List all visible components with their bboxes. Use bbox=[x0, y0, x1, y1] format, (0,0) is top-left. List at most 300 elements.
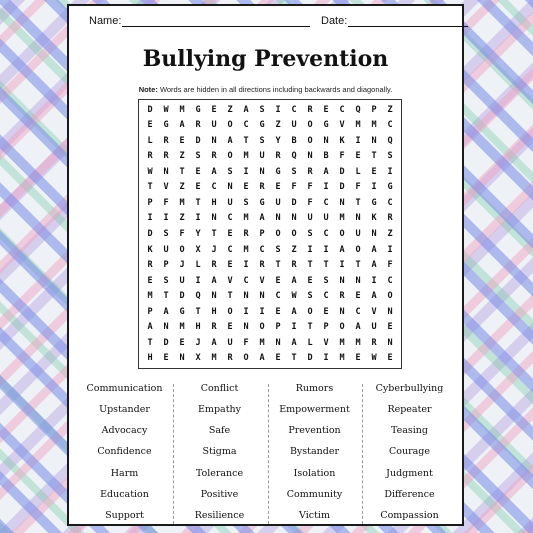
word-list-item: Prevention bbox=[288, 425, 341, 437]
grid-letter[interactable]: C bbox=[323, 228, 329, 239]
grid-letter[interactable]: S bbox=[275, 244, 281, 255]
grid-letter[interactable]: O bbox=[339, 322, 345, 333]
grid-letter[interactable]: F bbox=[243, 337, 249, 348]
grid-letter[interactable]: E bbox=[355, 353, 361, 364]
grid-letter[interactable]: R bbox=[163, 151, 169, 162]
grid-letter[interactable]: A bbox=[211, 275, 217, 286]
grid-letter[interactable]: S bbox=[291, 166, 297, 177]
grid-letter[interactable]: C bbox=[259, 244, 265, 255]
grid-letter[interactable]: O bbox=[227, 151, 233, 162]
word-list bbox=[77, 378, 457, 526]
grid-letter[interactable]: N bbox=[211, 135, 217, 146]
grid-letter[interactable]: I bbox=[259, 306, 265, 317]
note-text: Words are hidden in all directions including backwards and diagonally. bbox=[157, 85, 393, 94]
grid-letter[interactable]: O bbox=[227, 306, 233, 317]
grid-letter[interactable]: G bbox=[259, 197, 265, 208]
grid-letter[interactable]: M bbox=[147, 291, 153, 302]
grid-letter[interactable]: A bbox=[291, 306, 297, 317]
grid-letter[interactable]: L bbox=[147, 135, 153, 146]
grid-letter[interactable]: R bbox=[227, 353, 233, 364]
grid-letter[interactable]: E bbox=[227, 228, 233, 239]
word-list-item: Communication bbox=[86, 383, 163, 395]
grid-letter[interactable]: T bbox=[307, 322, 313, 333]
grid-letter[interactable]: R bbox=[211, 322, 217, 333]
grid-letter[interactable]: E bbox=[179, 337, 185, 348]
grid-letter[interactable]: O bbox=[259, 322, 265, 333]
grid-letter[interactable]: A bbox=[243, 104, 249, 115]
grid-letter[interactable]: R bbox=[371, 337, 377, 348]
grid-letter[interactable]: E bbox=[275, 275, 281, 286]
grid-letter[interactable]: U bbox=[163, 244, 169, 255]
grid-letter[interactable]: Z bbox=[387, 228, 393, 239]
grid-letter[interactable]: Z bbox=[387, 104, 393, 115]
grid-letter[interactable]: I bbox=[323, 353, 329, 364]
grid-letter[interactable]: H bbox=[195, 322, 201, 333]
grid-letter[interactable]: G bbox=[259, 120, 265, 131]
grid-letter[interactable]: R bbox=[243, 228, 249, 239]
grid-letter[interactable]: E bbox=[243, 182, 249, 193]
grid-letter[interactable]: R bbox=[291, 260, 297, 271]
grid-letter[interactable]: S bbox=[163, 228, 169, 239]
word-list-item: Cyberbullying bbox=[375, 383, 444, 395]
word-list-item: Upstander bbox=[99, 404, 150, 416]
grid-letter[interactable]: U bbox=[291, 120, 297, 131]
grid-letter[interactable]: M bbox=[179, 197, 185, 208]
grid-letter[interactable]: D bbox=[291, 197, 297, 208]
grid-letter[interactable]: O bbox=[307, 120, 313, 131]
grid-letter[interactable]: N bbox=[243, 291, 249, 302]
grid-letter[interactable]: C bbox=[211, 182, 217, 193]
grid-letter[interactable]: T bbox=[227, 291, 233, 302]
grid-letter[interactable]: U bbox=[307, 213, 313, 224]
grid-letter[interactable]: S bbox=[227, 166, 233, 177]
grid-letter[interactable]: O bbox=[179, 244, 185, 255]
grid-letter[interactable]: A bbox=[163, 306, 169, 317]
grid-letter[interactable]: T bbox=[291, 353, 297, 364]
grid-letter[interactable]: Q bbox=[355, 104, 361, 115]
grid-letter[interactable]: A bbox=[371, 260, 377, 271]
grid-letter[interactable]: S bbox=[307, 291, 313, 302]
grid-letter[interactable]: Z bbox=[227, 104, 233, 115]
grid-letter[interactable]: Z bbox=[275, 120, 281, 131]
grid-letter[interactable]: X bbox=[195, 244, 201, 255]
grid-letter[interactable]: C bbox=[323, 291, 329, 302]
grid-letter[interactable]: Q bbox=[291, 151, 297, 162]
grid-letter[interactable]: M bbox=[371, 120, 377, 131]
word-list-item: Judgment bbox=[386, 467, 433, 479]
grid-letter[interactable]: N bbox=[259, 166, 265, 177]
grid-letter[interactable]: I bbox=[243, 260, 249, 271]
grid-letter[interactable]: A bbox=[355, 322, 361, 333]
grid-letter[interactable]: E bbox=[275, 182, 281, 193]
grid-letter[interactable]: N bbox=[323, 135, 329, 146]
grid-letter[interactable]: E bbox=[323, 306, 329, 317]
grid-letter[interactable]: N bbox=[387, 306, 393, 317]
grid-letter[interactable]: S bbox=[163, 275, 169, 286]
grid-letter[interactable]: U bbox=[227, 197, 233, 208]
word-list-item: Victim bbox=[299, 509, 330, 521]
grid-letter[interactable]: A bbox=[339, 244, 345, 255]
grid-letter[interactable]: G bbox=[387, 182, 393, 193]
grid-letter[interactable]: N bbox=[355, 275, 361, 286]
grid-letter[interactable]: O bbox=[339, 228, 345, 239]
grid-letter[interactable]: A bbox=[291, 337, 297, 348]
grid-letter[interactable]: E bbox=[275, 353, 281, 364]
grid-letter[interactable]: N bbox=[259, 291, 265, 302]
grid-letter[interactable]: H bbox=[211, 197, 217, 208]
grid-letter[interactable]: Z bbox=[179, 213, 185, 224]
grid-letter[interactable]: K bbox=[147, 244, 153, 255]
grid-letter[interactable]: C bbox=[227, 213, 233, 224]
grid-letter[interactable]: X bbox=[195, 353, 201, 364]
word-list-item: Harm bbox=[110, 467, 139, 479]
grid-letter[interactable]: C bbox=[291, 104, 297, 115]
grid-letter[interactable]: O bbox=[291, 228, 297, 239]
grid-letter[interactable]: I bbox=[163, 213, 169, 224]
grid-letter[interactable]: T bbox=[195, 197, 201, 208]
grid-letter[interactable]: E bbox=[227, 260, 233, 271]
note bbox=[69, 85, 462, 94]
grid-letter[interactable]: O bbox=[307, 306, 313, 317]
grid-letter[interactable]: V bbox=[227, 275, 233, 286]
grid-letter[interactable]: N bbox=[163, 166, 169, 177]
grid-letter[interactable]: S bbox=[307, 228, 313, 239]
grid-letter[interactable]: P bbox=[371, 104, 377, 115]
grid-letter[interactable]: M bbox=[179, 322, 185, 333]
word-list-item: Stigma bbox=[202, 446, 237, 458]
grid-letter[interactable]: G bbox=[323, 120, 329, 131]
grid-letter[interactable]: I bbox=[275, 104, 281, 115]
grid-letter[interactable]: N bbox=[339, 197, 345, 208]
grid-letter[interactable]: I bbox=[243, 306, 249, 317]
grid-letter[interactable]: L bbox=[355, 166, 361, 177]
grid-letter[interactable]: D bbox=[147, 104, 153, 115]
grid-letter[interactable]: S bbox=[243, 197, 249, 208]
grid-letter[interactable]: I bbox=[355, 135, 361, 146]
grid-letter[interactable]: C bbox=[275, 291, 281, 302]
grid-letter[interactable]: F bbox=[387, 260, 393, 271]
grid-letter[interactable]: T bbox=[307, 260, 313, 271]
grid-letter[interactable]: M bbox=[243, 213, 249, 224]
grid-letter[interactable]: N bbox=[307, 151, 313, 162]
grid-letter[interactable]: E bbox=[147, 120, 153, 131]
word-list-item: Repeater bbox=[387, 404, 432, 416]
grid-letter[interactable]: R bbox=[275, 151, 281, 162]
grid-letter[interactable]: Z bbox=[291, 244, 297, 255]
grid-letter[interactable]: I bbox=[307, 244, 313, 255]
grid-letter[interactable]: D bbox=[147, 228, 153, 239]
grid-letter[interactable]: J bbox=[211, 244, 217, 255]
grid-letter[interactable]: W bbox=[371, 353, 377, 364]
grid-letter[interactable]: E bbox=[355, 151, 361, 162]
word-list-item: Tolerance bbox=[195, 467, 244, 479]
grid-letter[interactable]: G bbox=[179, 306, 185, 317]
grid-letter[interactable]: C bbox=[227, 244, 233, 255]
grid-letter[interactable]: A bbox=[371, 244, 377, 255]
grid-letter[interactable]: P bbox=[259, 228, 265, 239]
grid-letter[interactable]: Y bbox=[275, 135, 281, 146]
grid-letter[interactable]: T bbox=[147, 337, 153, 348]
grid-letter[interactable]: D bbox=[179, 291, 185, 302]
grid-letter[interactable]: F bbox=[307, 197, 313, 208]
grid-letter[interactable]: M bbox=[179, 104, 185, 115]
grid-letter[interactable]: N bbox=[371, 135, 377, 146]
grid-letter[interactable]: U bbox=[259, 151, 265, 162]
grid-letter[interactable]: Z bbox=[179, 151, 185, 162]
grid-letter[interactable]: A bbox=[259, 353, 265, 364]
date-label: Date: bbox=[321, 15, 348, 27]
grid-letter[interactable]: V bbox=[259, 275, 265, 286]
grid-letter[interactable]: P bbox=[147, 197, 153, 208]
grid-letter[interactable]: I bbox=[387, 244, 393, 255]
grid-letter[interactable]: O bbox=[227, 120, 233, 131]
grid-letter[interactable]: F bbox=[179, 228, 185, 239]
grid-letter[interactable]: N bbox=[291, 213, 297, 224]
grid-letter[interactable]: U bbox=[211, 120, 217, 131]
grid-letter[interactable]: R bbox=[307, 104, 313, 115]
grid-letter[interactable]: Z bbox=[179, 182, 185, 193]
grid-letter[interactable]: N bbox=[211, 291, 217, 302]
grid-letter[interactable]: N bbox=[243, 322, 249, 333]
grid-letter[interactable]: C bbox=[387, 120, 393, 131]
grid-letter[interactable]: E bbox=[387, 322, 393, 333]
grid-letter[interactable]: T bbox=[147, 182, 153, 193]
grid-letter[interactable]: A bbox=[211, 166, 217, 177]
word-list-item: Isolation bbox=[293, 467, 336, 479]
grid-letter[interactable]: B bbox=[323, 151, 329, 162]
grid-letter[interactable]: U bbox=[371, 322, 377, 333]
grid-letter[interactable]: I bbox=[195, 213, 201, 224]
note-label: Note: bbox=[138, 85, 158, 94]
grid-letter[interactable]: U bbox=[355, 228, 361, 239]
grid-letter[interactable]: V bbox=[323, 337, 329, 348]
grid-letter[interactable]: P bbox=[323, 322, 329, 333]
grid-letter[interactable]: O bbox=[307, 135, 313, 146]
grid-letter[interactable]: L bbox=[307, 337, 313, 348]
grid-letter[interactable]: I bbox=[323, 182, 329, 193]
grid-letter[interactable]: P bbox=[275, 322, 281, 333]
grid-letter[interactable]: M bbox=[259, 337, 265, 348]
grid-letter[interactable]: K bbox=[371, 213, 377, 224]
grid-letter[interactable]: E bbox=[211, 104, 217, 115]
grid-letter[interactable]: G bbox=[195, 104, 201, 115]
grid-letter[interactable]: U bbox=[227, 337, 233, 348]
grid-letter[interactable]: E bbox=[179, 135, 185, 146]
grid-letter[interactable]: D bbox=[307, 353, 313, 364]
grid-letter[interactable]: V bbox=[339, 120, 345, 131]
grid-letter[interactable]: M bbox=[243, 244, 249, 255]
grid-letter[interactable]: I bbox=[371, 182, 377, 193]
grid-letter[interactable]: G bbox=[371, 197, 377, 208]
grid-letter[interactable]: D bbox=[339, 182, 345, 193]
grid-letter[interactable]: D bbox=[339, 166, 345, 177]
grid-letter[interactable]: W bbox=[291, 291, 297, 302]
grid-letter[interactable]: M bbox=[339, 353, 345, 364]
grid-letter[interactable]: E bbox=[195, 166, 201, 177]
name-line[interactable] bbox=[122, 15, 310, 27]
grid-letter[interactable]: R bbox=[147, 151, 153, 162]
grid-letter[interactable]: S bbox=[387, 151, 393, 162]
grid-letter[interactable]: U bbox=[275, 197, 281, 208]
grid-letter[interactable]: M bbox=[339, 213, 345, 224]
grid-letter[interactable]: G bbox=[163, 120, 169, 131]
grid-letter[interactable]: M bbox=[355, 337, 361, 348]
grid-letter[interactable]: I bbox=[195, 275, 201, 286]
grid-letter[interactable]: N bbox=[211, 213, 217, 224]
grid-letter[interactable]: S bbox=[259, 104, 265, 115]
grid-letter[interactable]: I bbox=[243, 166, 249, 177]
grid-letter[interactable]: C bbox=[387, 275, 393, 286]
grid-letter[interactable]: V bbox=[163, 182, 169, 193]
grid-letter[interactable]: R bbox=[307, 166, 313, 177]
grid-letter[interactable]: O bbox=[275, 228, 281, 239]
grid-letter[interactable]: T bbox=[163, 291, 169, 302]
grid-letter[interactable]: T bbox=[275, 260, 281, 271]
worksheet bbox=[67, 4, 464, 526]
grid-letter[interactable]: Q bbox=[387, 135, 393, 146]
grid-letter[interactable]: U bbox=[179, 275, 185, 286]
grid-letter[interactable]: A bbox=[227, 135, 233, 146]
grid-letter[interactable]: T bbox=[355, 260, 361, 271]
grid-letter[interactable]: I bbox=[147, 213, 153, 224]
word-list-item: Rumors bbox=[295, 383, 334, 395]
page-title: Bullying Prevention bbox=[142, 46, 389, 72]
grid-letter[interactable]: N bbox=[179, 353, 185, 364]
word-list-item: Conflict bbox=[200, 383, 239, 395]
grid-letter[interactable]: P bbox=[163, 260, 169, 271]
grid-letter[interactable]: F bbox=[355, 182, 361, 193]
grid-letter[interactable]: C bbox=[339, 104, 345, 115]
grid-letter[interactable]: R bbox=[163, 135, 169, 146]
grid-letter[interactable]: N bbox=[339, 275, 345, 286]
grid-letter[interactable]: N bbox=[275, 337, 281, 348]
grid-letter[interactable]: F bbox=[163, 197, 169, 208]
word-list-item: Community bbox=[286, 488, 343, 500]
grid-letter[interactable]: E bbox=[275, 306, 281, 317]
grid-letter[interactable]: F bbox=[291, 182, 297, 193]
word-list-item: Education bbox=[100, 488, 149, 500]
grid-letter[interactable]: F bbox=[339, 151, 345, 162]
grid-letter[interactable]: O bbox=[243, 353, 249, 364]
grid-letter[interactable]: J bbox=[195, 337, 201, 348]
grid-letter[interactable]: H bbox=[211, 306, 217, 317]
grid-letter[interactable]: C bbox=[355, 306, 361, 317]
grid-letter[interactable]: W bbox=[163, 104, 169, 115]
grid-letter[interactable]: R bbox=[211, 260, 217, 271]
grid-letter[interactable]: E bbox=[163, 353, 169, 364]
grid-letter[interactable]: R bbox=[195, 120, 201, 131]
grid-letter[interactable]: G bbox=[275, 166, 281, 177]
grid-letter[interactable]: R bbox=[147, 260, 153, 271]
grid-letter[interactable]: D bbox=[163, 337, 169, 348]
grid-letter[interactable]: I bbox=[387, 166, 393, 177]
grid-letter[interactable]: O bbox=[387, 291, 393, 302]
grid-letter[interactable]: E bbox=[195, 182, 201, 193]
grid-letter[interactable]: T bbox=[355, 197, 361, 208]
grid-letter[interactable]: M bbox=[339, 337, 345, 348]
grid-letter[interactable]: I bbox=[371, 275, 377, 286]
grid-letter[interactable]: A bbox=[291, 275, 297, 286]
grid-letter[interactable]: E bbox=[387, 353, 393, 364]
grid-letter[interactable]: E bbox=[323, 104, 329, 115]
date-field[interactable] bbox=[321, 15, 468, 27]
grid-letter[interactable]: E bbox=[307, 275, 313, 286]
date-line[interactable] bbox=[348, 15, 468, 27]
grid-letter[interactable]: M bbox=[211, 353, 217, 364]
grid-letter[interactable]: C bbox=[387, 197, 393, 208]
grid-letter[interactable]: T bbox=[323, 260, 329, 271]
grid-letter[interactable]: V bbox=[371, 306, 377, 317]
grid-letter[interactable]: N bbox=[275, 213, 281, 224]
word-list-item: Difference bbox=[384, 488, 435, 500]
grid-letter[interactable]: L bbox=[195, 260, 201, 271]
grid-letter[interactable]: T bbox=[179, 166, 185, 177]
grid-letter[interactable]: U bbox=[323, 213, 329, 224]
grid-letter[interactable]: C bbox=[243, 120, 249, 131]
grid-letter[interactable]: E bbox=[371, 166, 377, 177]
grid-letter[interactable]: A bbox=[179, 120, 185, 131]
grid-letter[interactable]: T bbox=[243, 135, 249, 146]
grid-letter[interactable]: I bbox=[339, 260, 345, 271]
grid-letter[interactable]: N bbox=[355, 213, 361, 224]
grid-letter[interactable]: E bbox=[227, 322, 233, 333]
grid-letter[interactable]: I bbox=[323, 244, 329, 255]
grid-letter[interactable]: A bbox=[371, 291, 377, 302]
grid-letter[interactable]: J bbox=[179, 260, 185, 271]
grid-letter[interactable]: R bbox=[259, 260, 265, 271]
grid-letter[interactable]: T bbox=[195, 306, 201, 317]
grid-letter[interactable]: C bbox=[323, 197, 329, 208]
grid-letter[interactable]: M bbox=[355, 120, 361, 131]
grid-letter[interactable]: D bbox=[195, 135, 201, 146]
grid-letter[interactable]: A bbox=[323, 166, 329, 177]
grid-letter[interactable]: R bbox=[387, 213, 393, 224]
grid-letter[interactable]: C bbox=[243, 275, 249, 286]
grid-letter[interactable]: A bbox=[211, 337, 217, 348]
grid-letter[interactable]: S bbox=[323, 275, 329, 286]
grid-letter[interactable]: N bbox=[371, 228, 377, 239]
grid-letter[interactable]: Y bbox=[195, 228, 201, 239]
grid-letter[interactable]: S bbox=[259, 135, 265, 146]
grid-letter[interactable]: E bbox=[147, 275, 153, 286]
word-list-item: Teasing bbox=[391, 425, 428, 437]
grid-letter[interactable]: S bbox=[195, 151, 201, 162]
grid-letter[interactable]: P bbox=[147, 306, 153, 317]
grid-letter[interactable]: W bbox=[147, 166, 153, 177]
grid-letter[interactable]: F bbox=[307, 182, 313, 193]
grid-letter[interactable]: O bbox=[355, 244, 361, 255]
grid-letter[interactable]: R bbox=[259, 182, 265, 193]
grid-letter[interactable]: K bbox=[339, 135, 345, 146]
grid-letter[interactable]: R bbox=[339, 291, 345, 302]
grid-letter[interactable]: M bbox=[243, 151, 249, 162]
grid-letter[interactable]: T bbox=[371, 151, 377, 162]
name-field[interactable] bbox=[89, 15, 310, 27]
grid-letter[interactable]: E bbox=[355, 291, 361, 302]
grid-letter[interactable]: A bbox=[147, 322, 153, 333]
grid-letter[interactable]: Q bbox=[195, 291, 201, 302]
grid-letter[interactable]: N bbox=[163, 322, 169, 333]
grid-letter[interactable]: I bbox=[291, 322, 297, 333]
grid-letter[interactable]: N bbox=[339, 306, 345, 317]
grid-letter[interactable]: N bbox=[227, 182, 233, 193]
grid-letter[interactable]: R bbox=[211, 151, 217, 162]
grid-letter[interactable]: A bbox=[259, 213, 265, 224]
grid-letter[interactable]: H bbox=[147, 353, 153, 364]
grid-letter[interactable]: T bbox=[211, 228, 217, 239]
grid-letter[interactable]: N bbox=[387, 337, 393, 348]
grid-letter[interactable]: B bbox=[291, 135, 297, 146]
